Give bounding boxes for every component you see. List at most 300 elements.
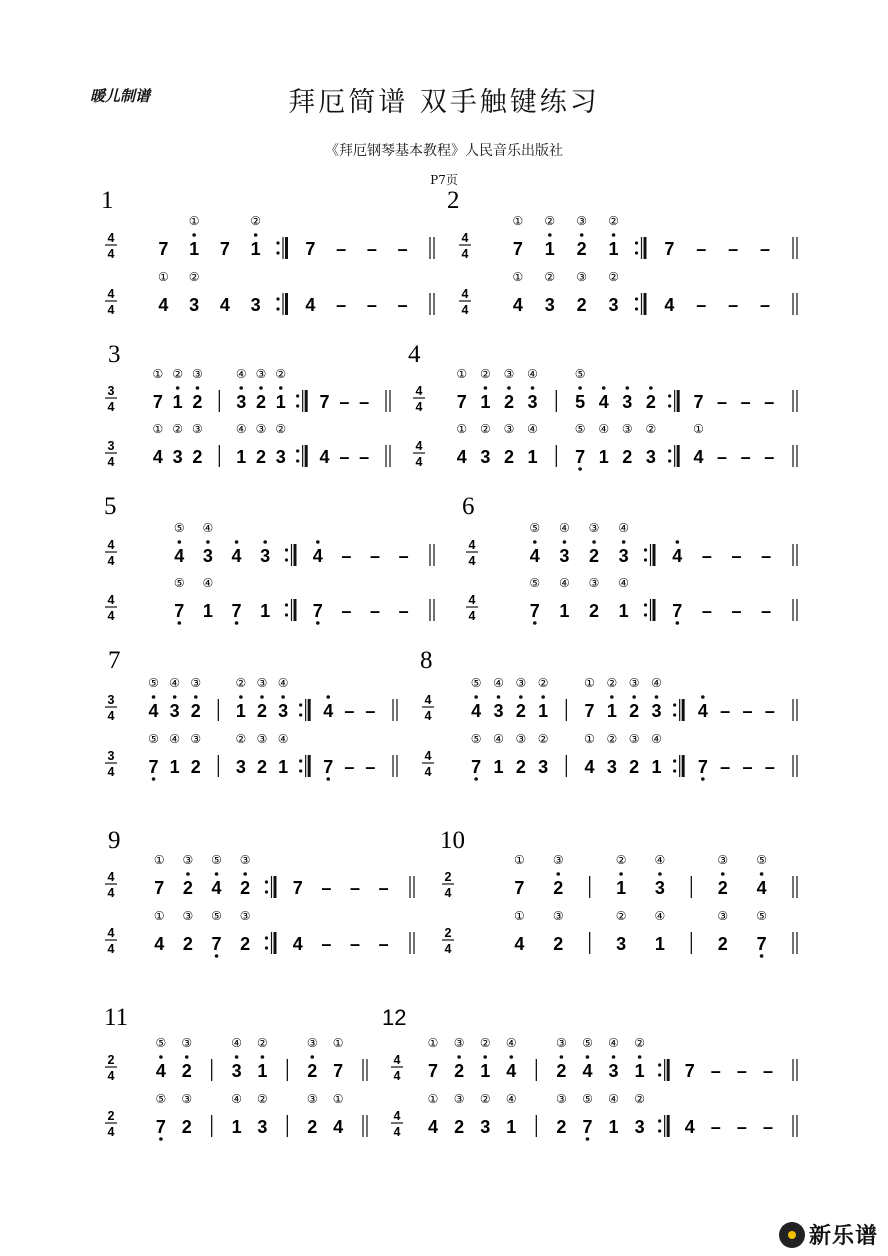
repeat-dot bbox=[658, 1063, 661, 1066]
repeat-dot bbox=[658, 1073, 661, 1076]
fingering-number: ② bbox=[606, 732, 618, 746]
octave-dot-low bbox=[676, 621, 680, 625]
octave-dot-high bbox=[497, 695, 501, 699]
note: 2 bbox=[240, 934, 251, 954]
note: 7 bbox=[155, 1117, 166, 1137]
time-signature-bottom: 4 bbox=[107, 455, 115, 469]
fingering-number: ④ bbox=[277, 732, 289, 746]
sustain-dash: – bbox=[720, 757, 731, 777]
octave-dot-high bbox=[649, 386, 653, 390]
note: 2 bbox=[553, 878, 564, 898]
octave-dot-high bbox=[578, 386, 582, 390]
fingering-number: ③ bbox=[717, 909, 729, 923]
fingering-number: ② bbox=[615, 909, 627, 923]
repeat-dot bbox=[673, 703, 676, 706]
repeat-dot bbox=[635, 297, 638, 300]
time-signature-top: 3 bbox=[107, 693, 115, 707]
note: 3 bbox=[634, 1117, 645, 1137]
note: 2 bbox=[255, 392, 267, 412]
repeat-dot bbox=[673, 759, 676, 762]
fingering-number: ④ bbox=[169, 732, 181, 746]
fingering-number: ② bbox=[479, 1092, 491, 1106]
note: 1 bbox=[506, 1117, 517, 1137]
octave-dot-low bbox=[159, 1137, 163, 1141]
octave-dot-high bbox=[632, 695, 636, 699]
fingering-number: ⑤ bbox=[173, 521, 185, 535]
sustain-dash: – bbox=[344, 701, 355, 721]
note: 4 bbox=[598, 392, 609, 412]
octave-dot-high bbox=[625, 386, 629, 390]
watermark-logo bbox=[779, 1219, 878, 1250]
sustain-dash: – bbox=[344, 757, 355, 777]
octave-dot-high bbox=[560, 1055, 564, 1059]
time-signature-bottom: 4 bbox=[107, 303, 115, 317]
sustain-dash: – bbox=[341, 546, 352, 566]
fingering-number: ① bbox=[153, 909, 165, 923]
note: 4 bbox=[148, 701, 159, 721]
sustain-dash: – bbox=[350, 934, 361, 954]
time-signature-top: 4 bbox=[107, 287, 115, 301]
repeat-dot bbox=[296, 459, 299, 462]
sustain-dash: – bbox=[359, 447, 370, 467]
time-signature-bottom: 4 bbox=[107, 886, 115, 900]
repeat-dot bbox=[265, 936, 268, 939]
sustain-dash: – bbox=[740, 392, 751, 412]
fingering-number: ⑤ bbox=[470, 732, 482, 746]
note: 3 bbox=[275, 447, 286, 467]
exercise-number: 11 bbox=[104, 1004, 129, 1031]
note: 2 bbox=[589, 546, 600, 566]
octave-dot-high bbox=[483, 1055, 487, 1059]
note: 3 bbox=[645, 447, 656, 467]
fingering-number: ④ bbox=[559, 521, 570, 535]
fingering-number: ② bbox=[537, 732, 549, 746]
octave-dot-low bbox=[235, 621, 239, 625]
sustain-dash: – bbox=[701, 546, 712, 566]
fingering-number: ① bbox=[584, 732, 595, 746]
note: 3 bbox=[260, 546, 271, 566]
octave-dot-high bbox=[263, 540, 267, 544]
sustain-dash: – bbox=[359, 392, 370, 412]
repeat-dot bbox=[673, 769, 676, 772]
fingering-number: ② bbox=[275, 367, 287, 381]
fingering-number: ② bbox=[479, 367, 491, 381]
octave-dot-high bbox=[196, 386, 200, 390]
note: 7 bbox=[471, 757, 482, 777]
time-signature-top: 4 bbox=[461, 231, 469, 245]
note: 3 bbox=[189, 295, 200, 315]
sustain-dash: – bbox=[717, 392, 728, 412]
time-signature-bottom: 4 bbox=[107, 400, 115, 414]
octave-dot-high bbox=[533, 540, 537, 544]
note: 7 bbox=[319, 392, 330, 412]
note: 1 bbox=[275, 392, 286, 412]
octave-dot-low bbox=[760, 954, 764, 958]
note: 1 bbox=[189, 239, 200, 259]
sustain-dash: – bbox=[336, 239, 347, 259]
page-title: 拜厄简谱 双手触键练习 bbox=[288, 87, 600, 118]
repeat-dot bbox=[644, 613, 647, 616]
note: 7 bbox=[333, 1061, 344, 1081]
repeat-dot bbox=[265, 946, 268, 949]
sustain-dash: – bbox=[378, 934, 389, 954]
sustain-dash: – bbox=[397, 295, 408, 315]
note: 7 bbox=[292, 878, 303, 898]
octave-dot-high bbox=[326, 695, 330, 699]
note: 2 bbox=[255, 447, 267, 467]
fingering-number: ④ bbox=[231, 1036, 242, 1050]
note: 7 bbox=[158, 239, 169, 259]
octave-dot-high bbox=[507, 386, 511, 390]
repeat-dot bbox=[285, 603, 288, 606]
note: 1 bbox=[493, 757, 504, 777]
note: 7 bbox=[514, 878, 525, 898]
note: 4 bbox=[174, 546, 185, 566]
octave-dot-high bbox=[622, 540, 626, 544]
note: 7 bbox=[174, 601, 185, 621]
note: 1 bbox=[172, 392, 183, 412]
octave-dot-high bbox=[592, 540, 596, 544]
fingering-number: ④ bbox=[559, 576, 570, 590]
fingering-number: ② bbox=[235, 732, 247, 746]
fingering-number: ④ bbox=[505, 1036, 517, 1050]
fingering-number: ④ bbox=[527, 422, 538, 436]
repeat-dot bbox=[285, 613, 288, 616]
note: 2 bbox=[553, 934, 564, 954]
repeat-dot bbox=[658, 1129, 661, 1132]
sustain-dash: – bbox=[736, 1117, 747, 1137]
note: 7 bbox=[323, 757, 334, 777]
fingering-number: ③ bbox=[576, 214, 588, 228]
fingering-number: ① bbox=[514, 853, 525, 867]
time-signature-top: 4 bbox=[468, 538, 476, 552]
octave-dot-high bbox=[541, 695, 545, 699]
time-signature-bottom: 4 bbox=[444, 886, 452, 900]
octave-dot-high bbox=[474, 695, 478, 699]
sustain-dash: – bbox=[761, 546, 772, 566]
fingering-number: ② bbox=[608, 270, 619, 284]
octave-dot-high bbox=[612, 233, 616, 237]
octave-dot-high bbox=[316, 540, 320, 544]
time-signature-top: 2 bbox=[107, 1109, 115, 1123]
sustain-dash: – bbox=[764, 392, 775, 412]
time-signature-bottom: 4 bbox=[461, 303, 469, 317]
fingering-number: ⑤ bbox=[574, 367, 586, 381]
watermark-text: 新乐谱 bbox=[808, 1223, 878, 1248]
fingering-number: ④ bbox=[618, 521, 630, 535]
note: 2 bbox=[717, 934, 728, 954]
time-signature-top: 4 bbox=[107, 538, 115, 552]
note: 4 bbox=[158, 295, 169, 315]
note: 2 bbox=[629, 757, 640, 777]
fingering-number: ③ bbox=[588, 576, 600, 590]
time-signature-top: 4 bbox=[461, 287, 469, 301]
octave-dot-high bbox=[178, 540, 182, 544]
sustain-dash: – bbox=[696, 239, 707, 259]
fingering-number: ④ bbox=[493, 676, 504, 690]
fingering-number: ③ bbox=[181, 1092, 193, 1106]
note: 2 bbox=[556, 1117, 567, 1137]
note: 1 bbox=[260, 601, 271, 621]
fingering-number: ④ bbox=[651, 732, 662, 746]
note: 2 bbox=[576, 239, 587, 259]
note: 3 bbox=[278, 701, 289, 721]
note: 2 bbox=[717, 878, 728, 898]
time-signature-top: 2 bbox=[444, 870, 452, 884]
note: 1 bbox=[544, 239, 555, 259]
time-signature-bottom: 4 bbox=[107, 709, 115, 723]
note: 4 bbox=[292, 934, 303, 954]
octave-dot-high bbox=[548, 233, 552, 237]
note: 2 bbox=[503, 392, 514, 412]
note: 7 bbox=[305, 239, 316, 259]
note: 1 bbox=[606, 701, 617, 721]
note: 1 bbox=[480, 1061, 491, 1081]
time-signature-top: 4 bbox=[415, 384, 423, 398]
fingering-number: ③ bbox=[306, 1036, 318, 1050]
sustain-dash: – bbox=[717, 447, 728, 467]
time-signature-bottom: 4 bbox=[107, 609, 115, 623]
sustain-dash: – bbox=[370, 546, 381, 566]
octave-dot-high bbox=[638, 1055, 642, 1059]
note: 2 bbox=[307, 1117, 318, 1137]
fingering-number: ② bbox=[257, 1092, 268, 1106]
note: 4 bbox=[529, 546, 540, 566]
octave-dot-high bbox=[152, 695, 156, 699]
fingering-number: ③ bbox=[453, 1036, 465, 1050]
note: 4 bbox=[305, 295, 316, 315]
fingering-number: ⑤ bbox=[529, 521, 541, 535]
repeat-dot bbox=[673, 713, 676, 716]
octave-dot-high bbox=[192, 233, 196, 237]
octave-dot-high bbox=[610, 695, 614, 699]
sustain-dash: – bbox=[398, 546, 409, 566]
note: 7 bbox=[231, 601, 242, 621]
octave-dot-high bbox=[509, 1055, 513, 1059]
time-signature-bottom: 4 bbox=[107, 765, 115, 779]
note: 7 bbox=[154, 878, 165, 898]
sustain-dash: – bbox=[760, 239, 771, 259]
exercise-number: 6 bbox=[462, 493, 475, 520]
fingering-number: ③ bbox=[239, 909, 251, 923]
fingering-number: ④ bbox=[608, 1092, 619, 1106]
octave-dot-high bbox=[194, 695, 198, 699]
fingering-number: ④ bbox=[202, 576, 214, 590]
octave-dot-high bbox=[612, 1055, 616, 1059]
note: 2 bbox=[515, 757, 526, 777]
fingering-number: ③ bbox=[576, 270, 588, 284]
octave-dot-high bbox=[259, 386, 263, 390]
time-signature-bottom: 4 bbox=[393, 1125, 401, 1139]
octave-dot-high bbox=[185, 1055, 189, 1059]
note: 7 bbox=[211, 934, 222, 954]
fingering-number: ③ bbox=[306, 1092, 318, 1106]
repeat-dot bbox=[668, 459, 671, 462]
fingering-number: ④ bbox=[618, 576, 630, 590]
note: 3 bbox=[654, 878, 665, 898]
note: 2 bbox=[503, 447, 514, 467]
note: 2 bbox=[190, 701, 201, 721]
fingering-number: ③ bbox=[515, 732, 527, 746]
repeat-dot bbox=[285, 548, 288, 551]
exercise-number: 8 bbox=[420, 647, 433, 674]
sustain-dash: – bbox=[742, 757, 753, 777]
octave-dot-high bbox=[676, 540, 680, 544]
fingering-number: ③ bbox=[628, 732, 640, 746]
sustain-dash: – bbox=[764, 447, 775, 467]
octave-dot-high bbox=[279, 386, 283, 390]
note: 4 bbox=[231, 546, 242, 566]
time-signature-bottom: 4 bbox=[393, 1069, 401, 1083]
fingering-number: ① bbox=[584, 676, 595, 690]
repeat-dot bbox=[276, 251, 279, 254]
exercise-number: 9 bbox=[108, 827, 121, 854]
time-signature-top: 4 bbox=[415, 439, 423, 453]
time-signature-bottom: 4 bbox=[424, 765, 432, 779]
octave-dot-low bbox=[701, 777, 705, 781]
note: 2 bbox=[192, 447, 203, 467]
exercise-number: 10 bbox=[440, 827, 465, 854]
note: 1 bbox=[608, 239, 619, 259]
octave-dot-high bbox=[215, 872, 219, 876]
sustain-dash: – bbox=[398, 601, 409, 621]
note: 2 bbox=[645, 392, 656, 412]
octave-dot-low bbox=[178, 621, 182, 625]
note: 2 bbox=[576, 295, 587, 315]
fingering-number: ④ bbox=[235, 367, 247, 381]
fingering-number: ② bbox=[172, 367, 184, 381]
time-signature-top: 3 bbox=[107, 384, 115, 398]
note: 2 bbox=[256, 701, 268, 721]
note: 7 bbox=[697, 757, 708, 777]
octave-dot-low bbox=[586, 1137, 590, 1141]
note: 3 bbox=[480, 1117, 491, 1137]
note: 7 bbox=[584, 701, 595, 721]
octave-dot-high bbox=[176, 386, 180, 390]
octave-dot-high bbox=[602, 386, 606, 390]
note: 7 bbox=[428, 1061, 439, 1081]
note: 7 bbox=[148, 757, 159, 777]
time-signature-bottom: 4 bbox=[468, 609, 476, 623]
octave-dot-high bbox=[531, 386, 535, 390]
fingering-number: ① bbox=[157, 270, 169, 284]
fingering-number: ④ bbox=[654, 909, 666, 923]
repeat-dot bbox=[635, 251, 638, 254]
fingering-number: ④ bbox=[202, 521, 214, 535]
fingering-number: ④ bbox=[505, 1092, 517, 1106]
note: 3 bbox=[608, 295, 619, 315]
score-maker-credit: 暖儿制谱 bbox=[90, 88, 151, 105]
fingering-number: ② bbox=[235, 676, 247, 690]
fingering-number: ③ bbox=[181, 1036, 193, 1050]
fingering-number: ⑤ bbox=[211, 853, 222, 867]
note: 7 bbox=[575, 447, 586, 467]
note: 3 bbox=[527, 392, 538, 412]
fingering-number: ⑤ bbox=[574, 422, 586, 436]
note: 2 bbox=[515, 701, 526, 721]
note: 2 bbox=[629, 701, 640, 721]
sustain-dash: – bbox=[761, 601, 772, 621]
note: 2 bbox=[454, 1117, 465, 1137]
sustain-dash: – bbox=[350, 878, 361, 898]
note: 1 bbox=[231, 1117, 242, 1137]
octave-dot-high bbox=[254, 233, 258, 237]
fingering-number: ① bbox=[188, 214, 200, 228]
sustain-dash: – bbox=[397, 239, 408, 259]
octave-dot-high bbox=[186, 872, 190, 876]
time-signature-bottom: 4 bbox=[444, 942, 452, 956]
sustain-dash: – bbox=[370, 601, 381, 621]
fingering-number: ③ bbox=[628, 676, 640, 690]
time-signature-bottom: 4 bbox=[461, 247, 469, 261]
fingering-number: ① bbox=[153, 853, 165, 867]
exercise-number: 4 bbox=[408, 341, 421, 368]
time-signature-bottom: 4 bbox=[107, 554, 115, 568]
note: 2 bbox=[190, 757, 201, 777]
sustain-dash: – bbox=[736, 1061, 747, 1081]
fingering-number: ③ bbox=[182, 853, 194, 867]
page-reference: P7页 bbox=[430, 173, 458, 187]
fingering-number: ④ bbox=[654, 853, 666, 867]
repeat-dot bbox=[296, 404, 299, 407]
fingering-number: ③ bbox=[192, 367, 203, 381]
sustain-dash: – bbox=[696, 295, 707, 315]
note: 1 bbox=[480, 392, 491, 412]
note: 3 bbox=[616, 934, 627, 954]
note: 4 bbox=[154, 934, 165, 954]
note: 1 bbox=[651, 757, 662, 777]
time-signature-top: 4 bbox=[107, 231, 115, 245]
note: 4 bbox=[664, 295, 675, 315]
repeat-dot bbox=[658, 1119, 661, 1122]
note: 7 bbox=[672, 601, 683, 621]
repeat-dot bbox=[299, 703, 302, 706]
octave-dot-high bbox=[159, 1055, 163, 1059]
exercise-number: 5 bbox=[104, 493, 117, 520]
time-signature-top: 4 bbox=[393, 1053, 401, 1067]
note: 3 bbox=[559, 546, 570, 566]
note: 7 bbox=[664, 239, 675, 259]
note: 7 bbox=[219, 239, 230, 259]
note: 4 bbox=[684, 1117, 695, 1137]
fingering-number: ① bbox=[332, 1092, 344, 1106]
note: 4 bbox=[693, 447, 704, 467]
octave-dot-high bbox=[619, 872, 623, 876]
note: 7 bbox=[312, 601, 323, 621]
fingering-number: ① bbox=[427, 1036, 439, 1050]
note: 4 bbox=[155, 1061, 166, 1081]
time-signature-top: 3 bbox=[107, 439, 115, 453]
note: 3 bbox=[493, 701, 504, 721]
fingering-number: ⑤ bbox=[148, 676, 159, 690]
vinyl-record-icon bbox=[779, 1222, 805, 1248]
fingering-number: ④ bbox=[598, 422, 610, 436]
note: 4 bbox=[319, 447, 330, 467]
note: 2 bbox=[589, 601, 600, 621]
note: 5 bbox=[575, 392, 586, 412]
note: 3 bbox=[202, 546, 213, 566]
note: 2 bbox=[307, 1061, 318, 1081]
octave-dot-high bbox=[701, 695, 705, 699]
fingering-number: ⑤ bbox=[173, 576, 185, 590]
fingering-number: ② bbox=[634, 1092, 646, 1106]
fingering-number: ③ bbox=[256, 732, 268, 746]
note: 1 bbox=[618, 601, 629, 621]
octave-dot-high bbox=[519, 695, 523, 699]
note: 1 bbox=[527, 447, 538, 467]
sustain-dash: – bbox=[701, 601, 712, 621]
sustain-dash: – bbox=[339, 392, 350, 412]
